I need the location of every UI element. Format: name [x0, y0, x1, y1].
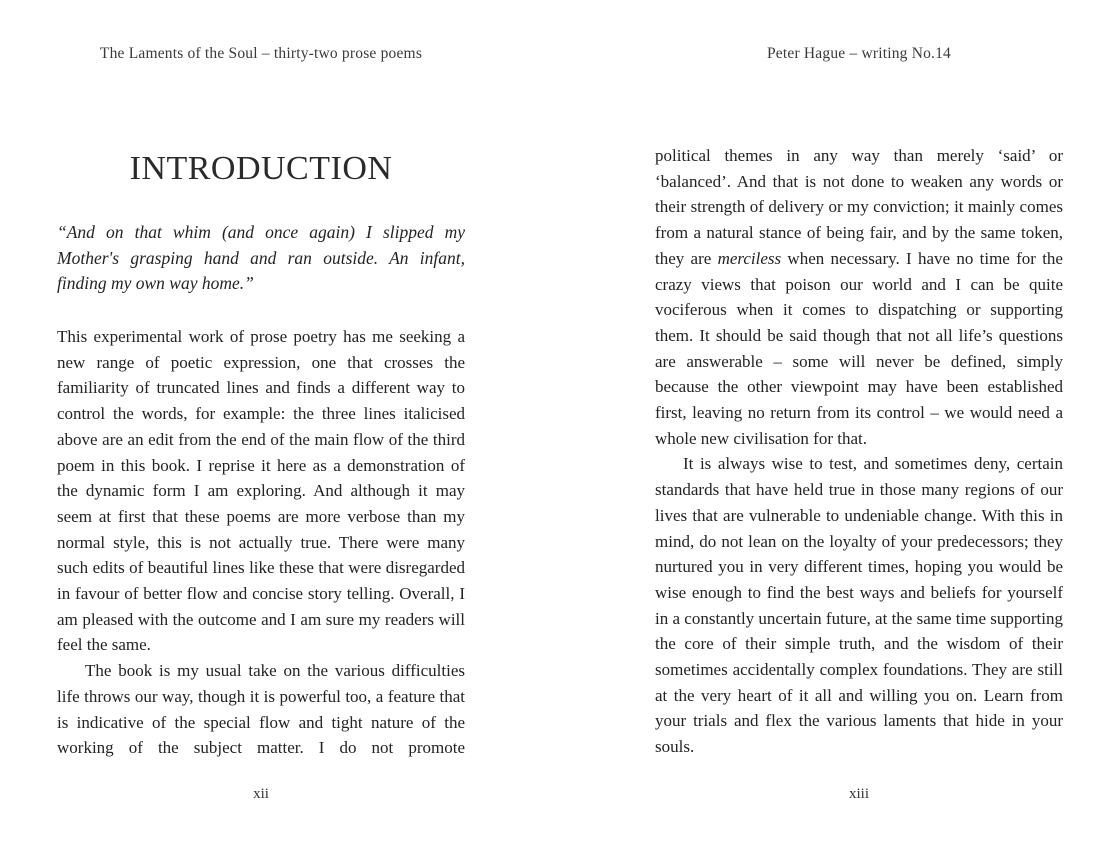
- running-header-right: Peter Hague – writing No.14: [766, 45, 952, 62]
- paragraph-text-before-emphasis: political themes in any way than merely ‘said’ or ‘balanced’. And that is not done to weaken any words or their strength of delivery or my conviction; it mainly comes from a natural stance of being fair, and by the same token, they are: [655, 146, 1063, 268]
- chapter-title: INTRODUCTION: [129, 150, 393, 187]
- body-paragraph-left-2: The book is my usual take on the various difficulties life throws our way, though it is powerful too, a feature that is indicative of the special flow and tight nature of the working of the subject matter. I do not promote: [57, 661, 465, 758]
- body-paragraph-right-2: It is always wise to test, and sometimes deny, certain standards that have held true in those many regions of our lives that are vulnerable to undeniable change. With this in mind, do not lean on the loyalty of your predecessors; they nurtured you in very different times, hoping you would be wise enough to find the best ways and beliefs for yourself in a constantly uncertain future, at the same time supporting the core of their simple truth, and the wisdom of their sometimes accidentally complex foundations. They are still at the very heart of it all and willing you on. Learn from your trials and flex the various laments that hide in your souls.: [655, 454, 1063, 757]
- right-body-text: [655, 143, 1063, 760]
- body-paragraph-right-1: [655, 143, 1063, 451]
- right-page: [655, 0, 1063, 864]
- page-number-left: xii: [253, 786, 269, 802]
- left-body-text: [57, 324, 465, 761]
- running-header-left: The Laments of the Soul – thirty-two prose poems: [99, 45, 423, 62]
- paragraph-text-after-emphasis: when necessary. I have no time for the crazy views that poison our world and I can be quite vociferous when it comes to dispatching or supporting them. It should be said though that not all life’s questions are answerable – some will never be defined, simply because the other viewpoint may have been established first, leaving no return from its control – we would need a whole new civilisation for that.: [655, 248, 1063, 448]
- epigraph-quote: “And on that whim (and once again) I slipped my Mother's grasping hand and ran outside. An infant, finding my own way home.”: [57, 222, 465, 294]
- italic-emphasis-word: merciless: [717, 248, 782, 268]
- left-page: [57, 0, 465, 864]
- page-number-right: xiii: [848, 786, 869, 802]
- body-paragraph-left-1: This experimental work of prose poetry has me seeking a new range of poetic expression, one that crosses the familiarity of truncated lines and finds a different way to control the words, for example: the three lines italicised above are an edit from the end of the main flow of the third poem in this book. I reprise it here as a demonstration of the dynamic form I am exploring. And although it may seem at first that these poems are more verbose than my normal style, this is not actually true. There were many such edits of beautiful lines like these that were disregarded in favour of better flow and concise story telling. Overall, I am pleased with the outcome and I am sure my readers will feel the same.: [57, 327, 465, 655]
